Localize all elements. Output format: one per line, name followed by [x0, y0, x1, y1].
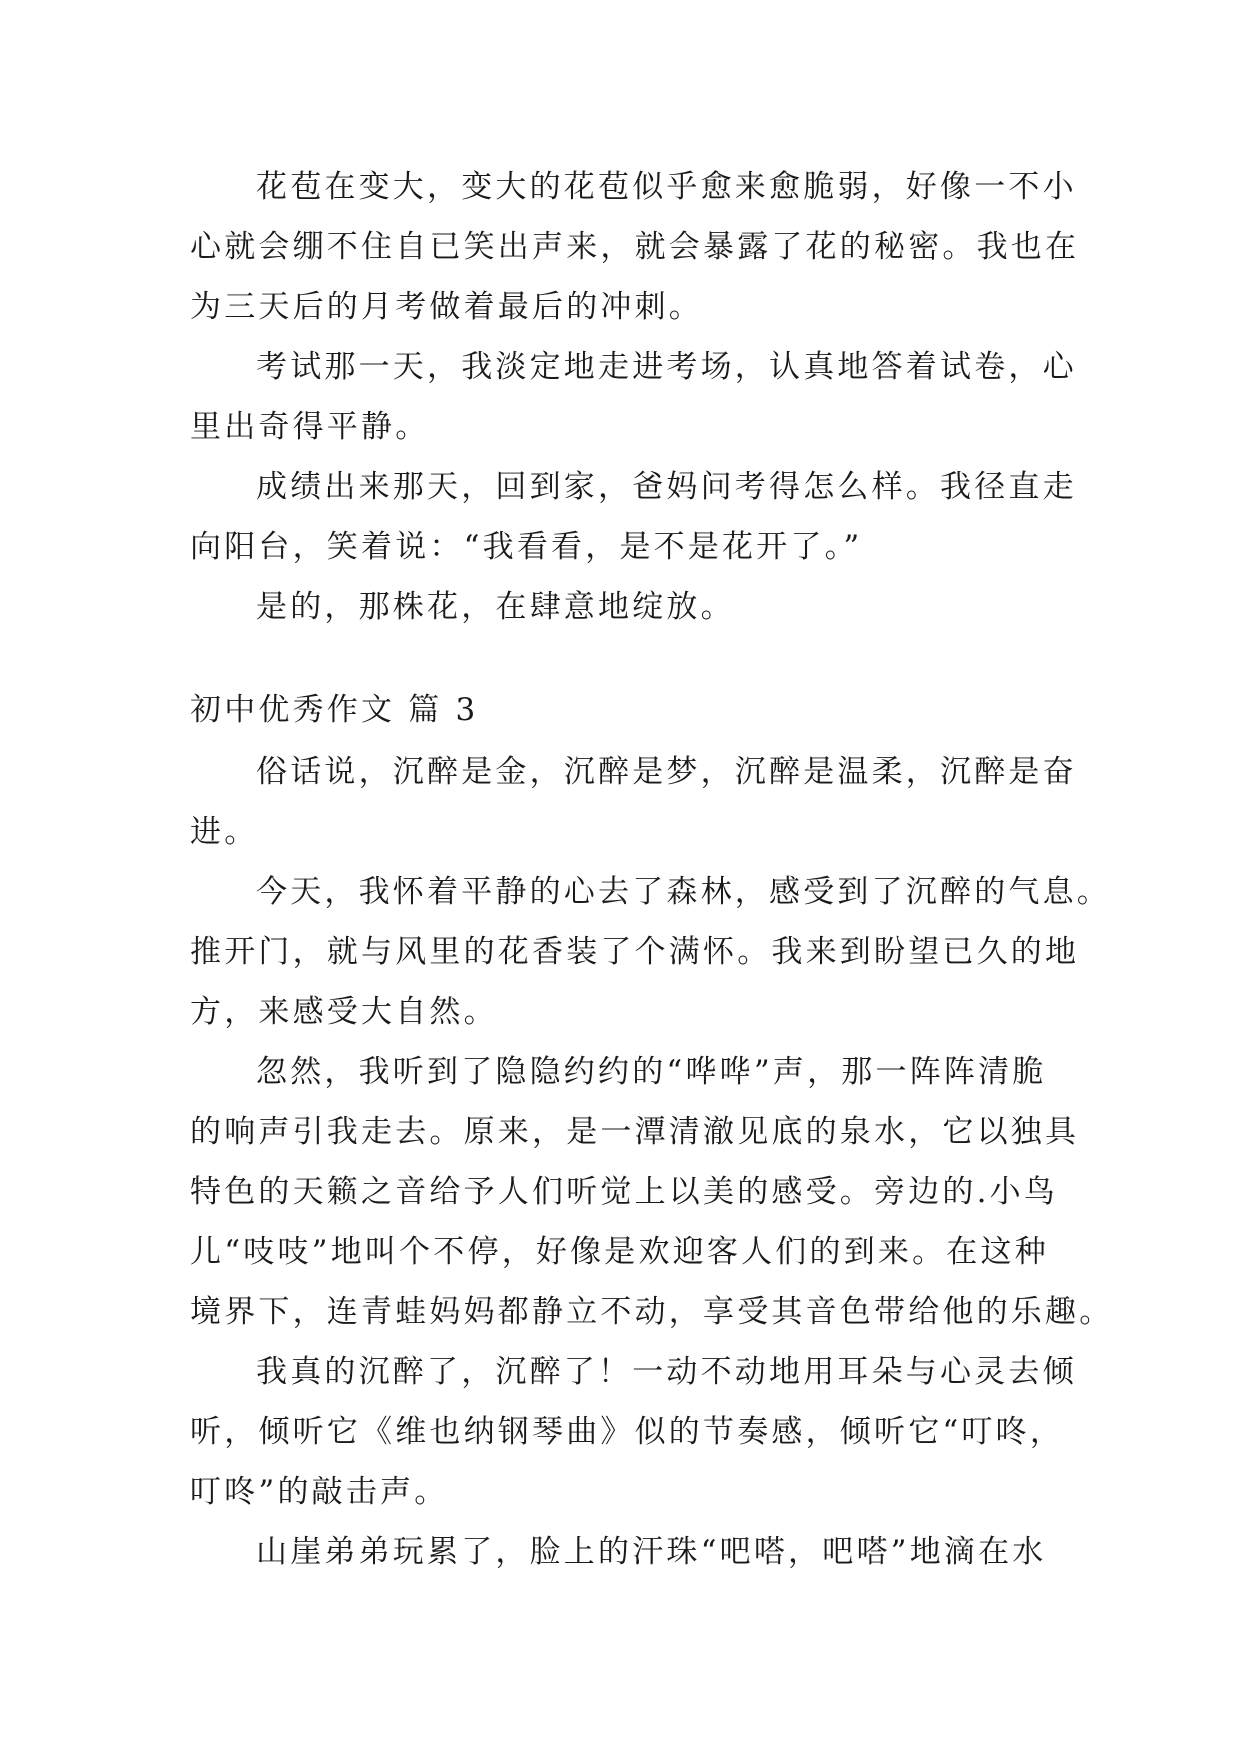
paragraph-line: 听，倾听它《维也纳钢琴曲》似的节奏感，倾听它“叮咚， [190, 1414, 1065, 1450]
paragraph-line: 花苞在变大，变大的花苞似乎愈来愈脆弱，好像一不小 [256, 169, 1077, 205]
paragraph-line: 山崖弟弟玩累了，脸上的汗珠“吧嗒，吧嗒”地滴在水 [256, 1534, 1047, 1570]
paragraph-line: 忽然，我听到了隐隐约约的“哗哗”声，那一阵阵清脆 [256, 1054, 1047, 1090]
paragraph-line: 向阳台，笑着说：“我看看，是不是花开了。” [190, 529, 863, 565]
paragraph-line: 叮咚”的敲击声。 [190, 1474, 449, 1510]
paragraph-line: 的响声引我走去。原来，是一潭清澈见底的泉水，它以独具 [190, 1114, 1080, 1150]
paragraph-line: 进。 [190, 814, 259, 850]
paragraph-line: 境界下，连青蛙妈妈都静立不动，享受其音色带给他的乐趣。 [190, 1294, 1114, 1330]
paragraph-line: 特色的天籁之音给予人们听觉上以美的感受。旁边的.小鸟 [190, 1174, 1059, 1210]
paragraph-line: 我真的沉醉了，沉醉了！一动不动地用耳朵与心灵去倾 [256, 1354, 1077, 1390]
paragraph-line: 为三天后的月考做着最后的冲刺。 [190, 289, 703, 325]
paragraph-line: 方，来感受大自然。 [190, 994, 498, 1030]
paragraph-line: 今天，我怀着平静的心去了森林，感受到了沉醉的气息。 [256, 874, 1111, 910]
paragraph-line: 心就会绷不住自已笑出声来，就会暴露了花的秘密。我也在 [190, 229, 1080, 265]
paragraph-line: 里出奇得平静。 [190, 409, 430, 445]
paragraph-line: 考试那一天，我淡定地走进考场，认真地答着试卷，心 [256, 349, 1077, 385]
paragraph-line: 推开门，就与风里的花香装了个满怀。我来到盼望已久的地 [190, 934, 1080, 970]
section-heading: 初中优秀作文 篇 3 [190, 692, 479, 728]
paragraph-line: 俗话说，沉醉是金，沉醉是梦，沉醉是温柔，沉醉是奋 [256, 754, 1077, 790]
paragraph-line: 儿“吱吱”地叫个不停，好像是欢迎客人们的到来。在这种 [190, 1234, 1049, 1270]
paragraph-line: 成绩出来那天，回到家，爸妈问考得怎么样。我径直走 [256, 469, 1077, 505]
paragraph-line: 是的，那株花，在肆意地绽放。 [256, 589, 735, 625]
